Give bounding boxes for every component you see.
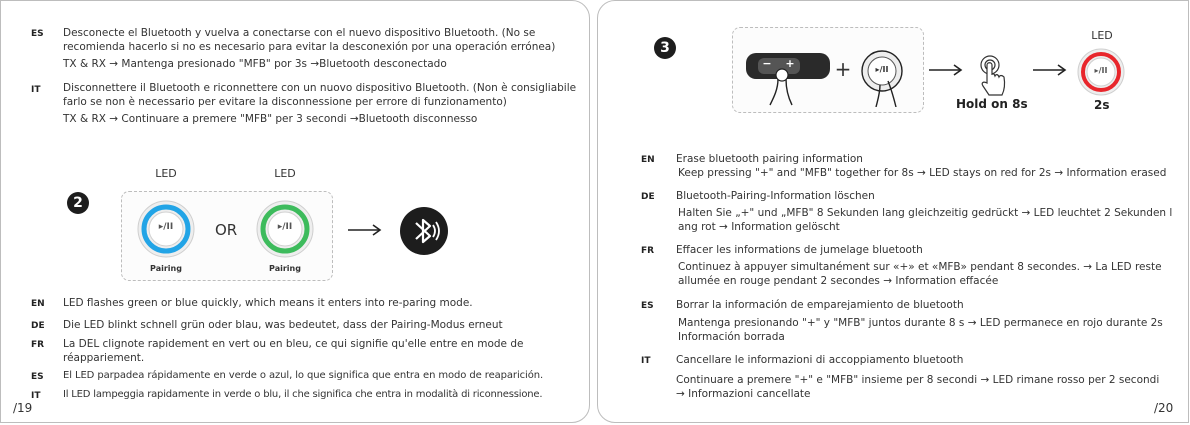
es-disconnect-text-line2: recomienda hacerlo si no es necesario para evitar la desconexión por una operación errónea) [63,41,556,53]
es-erase-instruction-line2: Información borrada [678,331,785,343]
minus-button-label: − [762,57,772,70]
arrow-right-icon [347,223,383,237]
red-duration-label: 2s [1094,98,1110,112]
lang-code-es: ES [31,29,44,39]
finger-press-icon [974,53,1010,97]
de-erase-instruction-line2: ang rot → Information gelöscht [678,221,840,233]
es-disconnect-text-line1: Desconecte el Bluetooth y vuelva a conectarse con el nuevo dispositivo Bluetooth. (No se [63,27,536,39]
fr-erase-instruction-line2: allumée en rouge pendant 2 secondes → Information effacée [678,275,999,287]
fr-erase-instruction-line1: Continuez à appuyer simultanément sur «+» et «MFB» pendant 8 secondes. → La LED reste [678,261,1162,273]
es-led-flash-text: El LED parpadea rápidamente en verde o azul, lo que significa que entra en modo de reaparición. [63,370,544,381]
lang-code-en: EN [31,299,45,309]
combo-plus-sign: + [834,57,852,81]
lang-code-es-right: ES [641,301,654,311]
lang-code-it-right: IT [641,356,651,366]
pairing-label-green: Pairing [269,264,301,273]
fr-erase-title: Effacer les informations de jumelage bluetooth [676,244,923,256]
de-led-flash-text: Die LED blinkt schnell grün oder blau, was bedeutet, dass der Pairing-Modus erneut [63,319,503,331]
mfb-button-icon [858,47,914,107]
en-led-flash-text: LED flashes green or blue quickly, which means it enters into re-paring mode. [63,297,473,309]
mfb-button-symbol: ▸/II [875,65,889,74]
it-erase-instruction-line1: Continuare a premere "+" e "MFB" insieme per 8 secondi → LED rimane rosso per 2 secondi [676,374,1160,386]
lang-code-fr: FR [31,340,45,350]
plus-button-label: + [785,57,795,70]
it-erase-title: Cancellare le informazioni di accoppiamento bluetooth [676,354,964,366]
lang-code-fr-right: FR [641,246,655,256]
red-button-symbol: ▸/II [1094,66,1108,75]
lang-code-it: IT [31,85,41,95]
it-erase-instruction-line2: → Informazioni cancellate [676,388,811,400]
led-label-blue: LED [155,167,177,180]
lang-code-en-right: EN [641,155,655,165]
pairing-label-blue: Pairing [150,264,182,273]
arrow-right-icon [1032,63,1068,77]
led-label-red: LED [1091,29,1113,42]
fr-led-flash-text-line2: réappariement. [63,352,145,364]
lang-code-it-bottom: IT [31,391,41,401]
page-number-left: /19 [13,401,33,415]
page-number-right: /20 [1154,401,1174,415]
led-label-green: LED [274,167,296,180]
it-disconnect-text-line1: Disconnettere il Bluetooth e riconnettere con un nuovo dispositivo Bluetooth. (Non è consigliabile [63,82,577,94]
en-erase-title: Erase bluetooth pairing information [676,153,863,165]
volume-buttons-device-icon [744,45,832,107]
step-2-badge: 2 [67,192,89,214]
lang-code-es-bottom: ES [31,372,44,382]
blue-button-symbol: ▸/II [158,222,174,232]
es-erase-title: Borrar la información de emparejamiento de bluetooth [676,299,964,311]
en-erase-instruction: Keep pressing "+" and "MFB" together for 8s → LED stays on red for 2s → Information erased [678,167,1167,179]
left-page [0,0,590,423]
right-page [597,0,1189,423]
hold-duration-label: Hold on 8s [956,97,1028,111]
fr-led-flash-text-line1: La DEL clignote rapidement en vert ou en bleu, ce qui signifie qu'elle entre en mode de [63,338,524,350]
lang-code-de-right: DE [641,192,655,202]
lang-code-de: DE [31,321,45,331]
arrow-right-icon [928,63,964,77]
green-button-symbol: ▸/II [277,222,293,232]
de-erase-instruction-line1: Halten Sie „+" und „MFB" 8 Sekunden lang gleichzeitig gedrückt → LED leuchtet 2 Sekunden l [678,207,1173,219]
step-3-badge: 3 [654,37,676,59]
de-erase-title: Bluetooth-Pairing-Information löschen [676,190,875,202]
it-led-flash-text: Il LED lampeggia rapidamente in verde o blu, il che significa che entra in modalità di riconnessione. [63,389,543,400]
or-label: OR [215,221,238,239]
bluetooth-icon [399,206,449,256]
es-disconnect-instruction: TX & RX → Mantenga presionado "MFB" por 3s →Bluetooth desconectado [63,58,447,70]
es-erase-instruction-line1: Mantenga presionando "+" y "MFB" juntos durante 8 s → LED permanece en rojo durante 2s [678,317,1163,329]
it-disconnect-text-line2: farlo se non è necessario per evitare la disconnessione per errore di funzionamento) [63,96,507,108]
it-disconnect-instruction: TX & RX → Continuare a premere "MFB" per 3 secondi →Bluetooth disconnesso [63,113,478,125]
